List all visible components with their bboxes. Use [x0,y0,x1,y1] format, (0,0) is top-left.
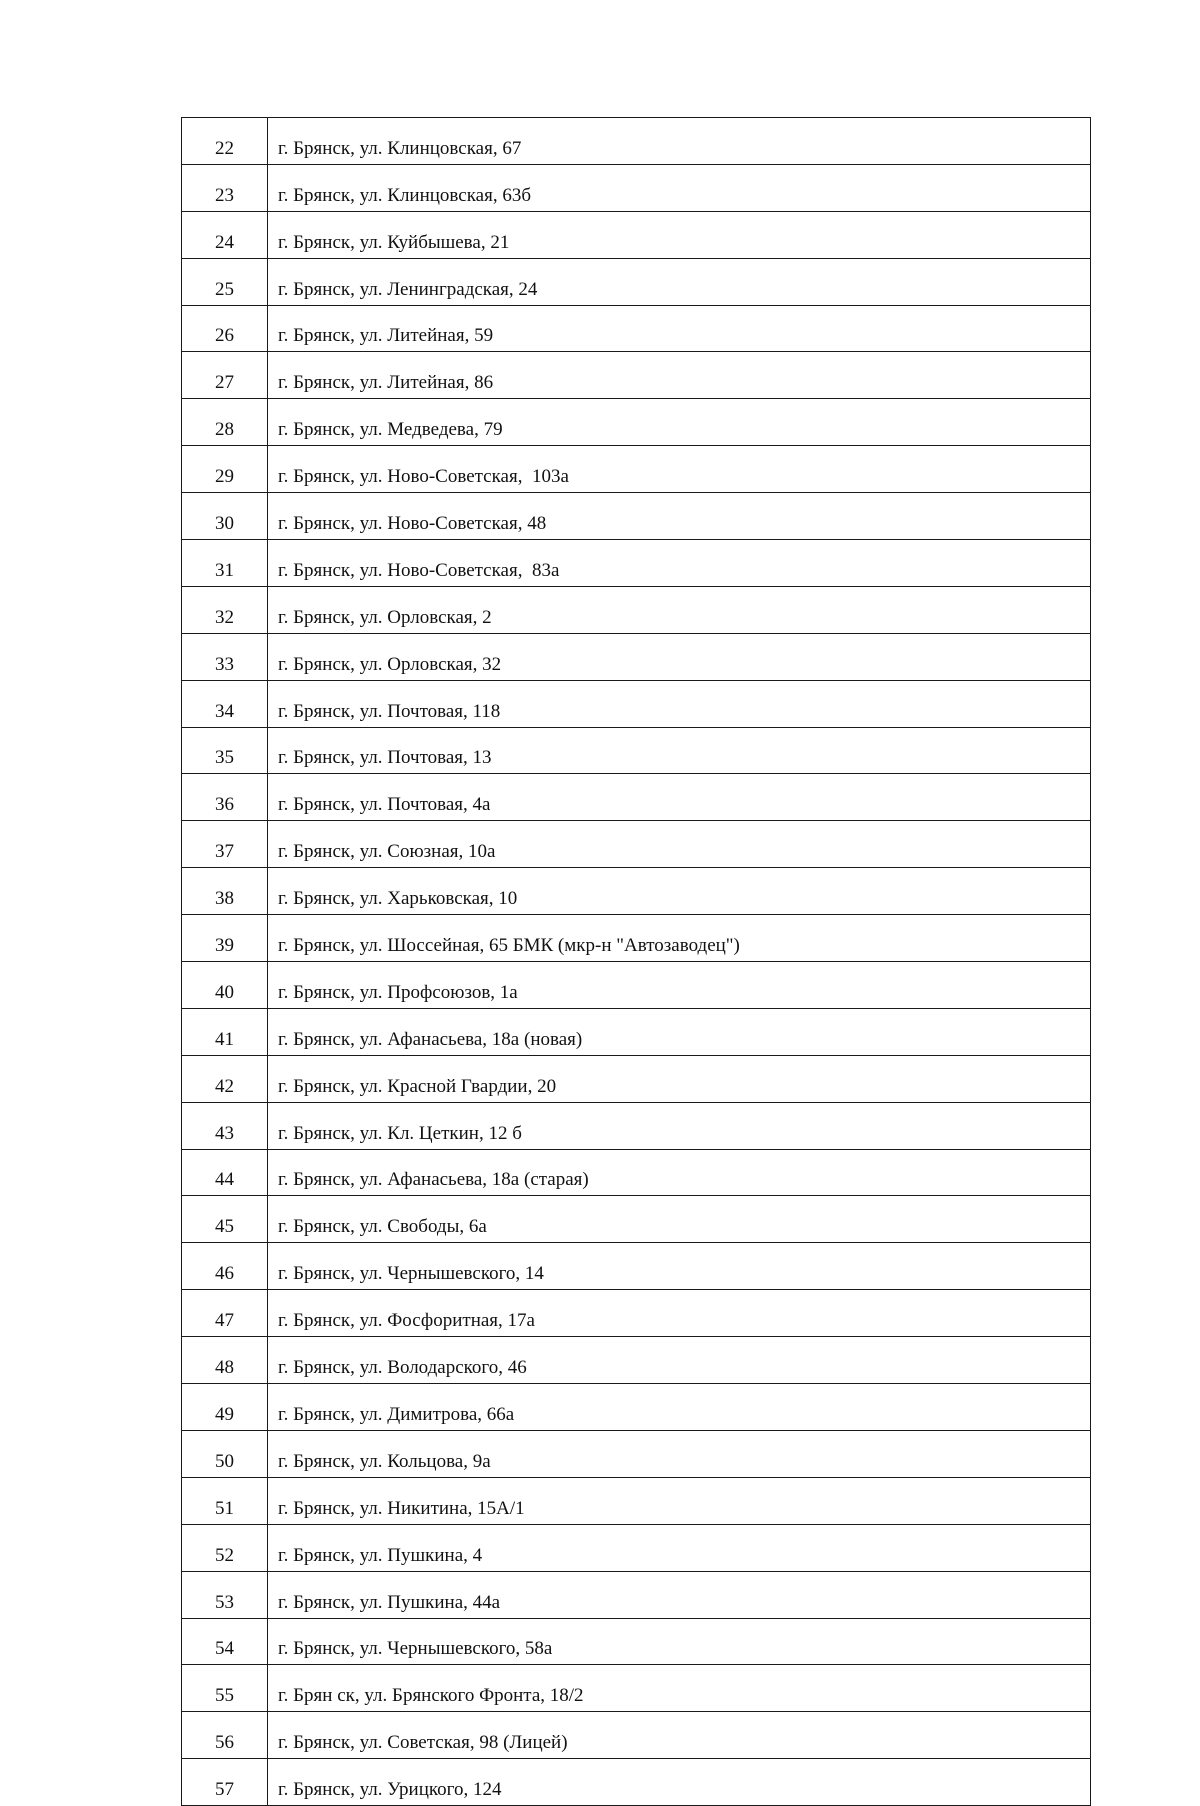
row-number-cell: 45 [182,1196,268,1243]
address-cell: г. Брянск, ул. Володарского, 46 [268,1337,1091,1384]
table-row [182,1008,1091,1055]
row-number-cell: 25 [182,258,268,305]
row-number-cell: 29 [182,446,268,493]
row-number-cell: 55 [182,1665,268,1712]
row-number-cell: 56 [182,1712,268,1759]
row-number-cell: 39 [182,915,268,962]
table-row [182,727,1091,774]
row-number-cell: 48 [182,1337,268,1384]
table-row [182,258,1091,305]
address-cell: г. Брянск, ул. Клинцовская, 63б [268,164,1091,211]
table-row [182,1571,1091,1618]
address-cell: г. Брянск, ул. Почтовая, 118 [268,680,1091,727]
row-number-cell: 35 [182,727,268,774]
address-cell: г. Брянск, ул. Ново-Советская, 83а [268,540,1091,587]
address-cell: г. Брянск, ул. Литейная, 86 [268,352,1091,399]
row-number-cell: 24 [182,211,268,258]
table-row [182,164,1091,211]
row-number-cell: 49 [182,1384,268,1431]
row-number-cell: 54 [182,1618,268,1665]
table-row [182,1337,1091,1384]
row-number-cell: 46 [182,1243,268,1290]
address-cell: г. Брянск, ул. Афанасьева, 18а (новая) [268,1008,1091,1055]
table-row [182,540,1091,587]
row-number-cell: 38 [182,868,268,915]
table-row [182,821,1091,868]
row-number-cell: 34 [182,680,268,727]
table-row [182,962,1091,1009]
row-number-cell: 43 [182,1102,268,1149]
address-cell: г. Брянск, ул. Советская, 98 (Лицей) [268,1712,1091,1759]
table-row [182,1149,1091,1196]
table-row [182,1102,1091,1149]
row-number-cell: 37 [182,821,268,868]
address-cell: г. Брян ск, ул. Брянского Фронта, 18/2 [268,1665,1091,1712]
address-cell: г. Брянск, ул. Профсоюзов, 1а [268,962,1091,1009]
table-row [182,633,1091,680]
address-cell: г. Брянск, ул. Фосфоритная, 17а [268,1290,1091,1337]
address-table-body [182,118,1091,1806]
table-row [182,1665,1091,1712]
address-cell: г. Брянск, ул. Свободы, 6а [268,1196,1091,1243]
address-cell: г. Брянск, ул. Кл. Цеткин, 12 б [268,1102,1091,1149]
row-number-cell: 28 [182,399,268,446]
address-cell: г. Брянск, ул. Ново-Советская, 103а [268,446,1091,493]
table-row [182,493,1091,540]
table-row [182,1055,1091,1102]
address-cell: г. Брянск, ул. Клинцовская, 67 [268,118,1091,165]
row-number-cell: 32 [182,586,268,633]
row-number-cell: 42 [182,1055,268,1102]
row-number-cell: 44 [182,1149,268,1196]
table-row [182,118,1091,165]
row-number-cell: 33 [182,633,268,680]
table-row [182,399,1091,446]
address-cell: г. Брянск, ул. Никитина, 15А/1 [268,1477,1091,1524]
address-cell: г. Брянск, ул. Почтовая, 13 [268,727,1091,774]
address-cell: г. Брянск, ул. Димитрова, 66а [268,1384,1091,1431]
address-cell: г. Брянск, ул. Куйбышева, 21 [268,211,1091,258]
address-table [181,117,1091,1806]
address-cell: г. Брянск, ул. Ново-Советская, 48 [268,493,1091,540]
row-number-cell: 52 [182,1524,268,1571]
address-cell: г. Брянск, ул. Харьковская, 10 [268,868,1091,915]
address-cell: г. Брянск, ул. Чернышевского, 58а [268,1618,1091,1665]
table-row [182,868,1091,915]
table-row [182,211,1091,258]
row-number-cell: 57 [182,1759,268,1806]
table-row [182,1477,1091,1524]
table-row [182,1290,1091,1337]
row-number-cell: 23 [182,164,268,211]
row-number-cell: 31 [182,540,268,587]
address-cell: г. Брянск, ул. Урицкого, 124 [268,1759,1091,1806]
table-row [182,352,1091,399]
table-row [182,1196,1091,1243]
address-cell: г. Брянск, ул. Почтовая, 4а [268,774,1091,821]
address-cell: г. Брянск, ул. Союзная, 10а [268,821,1091,868]
table-row [182,446,1091,493]
table-row [182,774,1091,821]
row-number-cell: 36 [182,774,268,821]
row-number-cell: 51 [182,1477,268,1524]
address-cell: г. Брянск, ул. Красной Гвардии, 20 [268,1055,1091,1102]
row-number-cell: 40 [182,962,268,1009]
table-row [182,680,1091,727]
address-cell: г. Брянск, ул. Ленинградская, 24 [268,258,1091,305]
table-row [182,915,1091,962]
address-cell: г. Брянск, ул. Шоссейная, 65 БМК (мкр-н "Автозаводец") [268,915,1091,962]
row-number-cell: 53 [182,1571,268,1618]
row-number-cell: 27 [182,352,268,399]
table-row [182,1243,1091,1290]
row-number-cell: 30 [182,493,268,540]
row-number-cell: 22 [182,118,268,165]
address-cell: г. Брянск, ул. Орловская, 2 [268,586,1091,633]
table-row [182,1759,1091,1806]
row-number-cell: 41 [182,1008,268,1055]
table-row [182,1384,1091,1431]
table-row [182,1524,1091,1571]
row-number-cell: 26 [182,305,268,352]
address-cell: г. Брянск, ул. Медведева, 79 [268,399,1091,446]
table-row [182,1618,1091,1665]
table-row [182,586,1091,633]
address-cell: г. Брянск, ул. Орловская, 32 [268,633,1091,680]
table-row [182,1430,1091,1477]
address-cell: г. Брянск, ул. Литейная, 59 [268,305,1091,352]
address-cell: г. Брянск, ул. Кольцова, 9а [268,1430,1091,1477]
row-number-cell: 50 [182,1430,268,1477]
address-cell: г. Брянск, ул. Чернышевского, 14 [268,1243,1091,1290]
address-cell: г. Брянск, ул. Афанасьева, 18а (старая) [268,1149,1091,1196]
address-cell: г. Брянск, ул. Пушкина, 4 [268,1524,1091,1571]
table-row [182,305,1091,352]
address-cell: г. Брянск, ул. Пушкина, 44а [268,1571,1091,1618]
table-row [182,1712,1091,1759]
row-number-cell: 47 [182,1290,268,1337]
